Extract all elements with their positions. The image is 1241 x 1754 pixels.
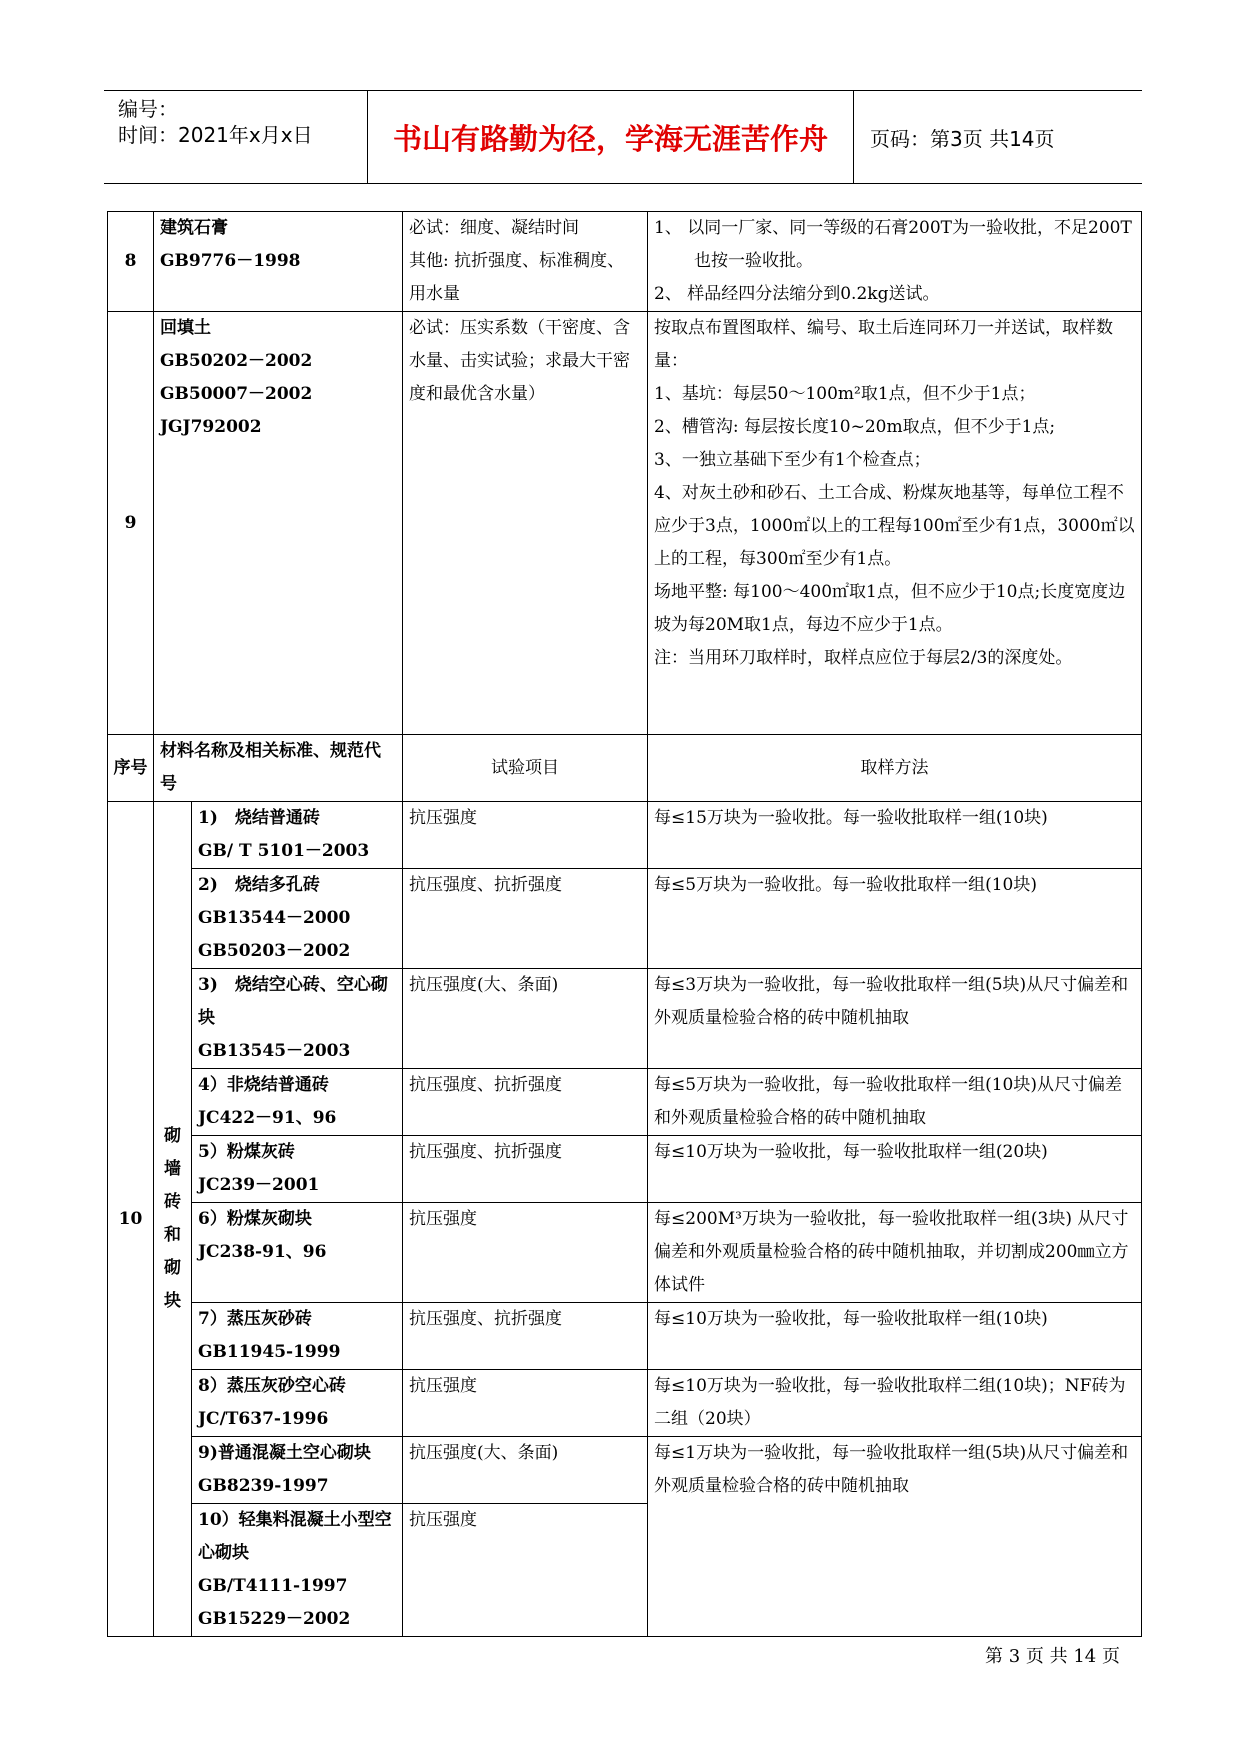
material-name-cell	[192, 969, 403, 1069]
method-line: 场地平整: 每100～400㎡取1点，但不应少于10点;长度宽度边坡为每20M取1点，每边不应少于1点。	[654, 582, 1126, 635]
material-code: JC239－2001	[198, 1175, 320, 1195]
material-name-cell	[192, 1203, 403, 1303]
table-row	[108, 802, 1142, 869]
material-name: 回填土	[160, 318, 211, 338]
material-code: GB/ T 5101－2003	[198, 841, 370, 861]
material-name-cell	[192, 1437, 403, 1504]
category-cell: 砌墙砖和砌块	[154, 802, 192, 1637]
material-code: GB50203－2002	[198, 941, 351, 961]
sampling-method: 每≤10万块为一验收批，每一验收批取样一组(20块)	[648, 1136, 1142, 1203]
material-name-cell	[192, 1069, 403, 1136]
row-number: 10	[108, 802, 154, 1637]
material-code: GB8239-1997	[198, 1476, 329, 1496]
test-item: 抗压强度	[403, 1203, 648, 1303]
document-time-label: 时间：2021年x月x日	[118, 123, 313, 147]
material-name-cell	[192, 1370, 403, 1437]
column-header-method: 取样方法	[648, 735, 1142, 802]
table-row	[108, 1370, 1142, 1437]
row-number: 9	[108, 312, 154, 735]
table-row	[108, 1437, 1142, 1504]
method-line: 按取点布置图取样、编号、取土后连同环刀一并送试，取样数量：	[654, 318, 1114, 371]
sampling-method: 每≤1万块为一验收批，每一验收批取样一组(5块)从尺寸偏差和外观质量检验合格的砖中随机抽取	[648, 1437, 1142, 1637]
test-item: 抗压强度(大、条面)	[403, 1437, 648, 1504]
table-row	[108, 1203, 1142, 1303]
material-code: GB13544－2000	[198, 908, 351, 928]
test-item: 抗压强度、抗折强度	[403, 1303, 648, 1370]
material-name-cell	[192, 1504, 403, 1637]
material-code: GB15229－2002	[198, 1609, 351, 1629]
sampling-method-cell	[648, 212, 1142, 312]
material-code: GB50007－2002	[160, 384, 313, 404]
page-footer: 第 3 页 共 14 页	[985, 1646, 1120, 1667]
header-page-number: 页码：第3页 共14页	[870, 126, 1055, 151]
test-item: 抗压强度	[403, 1504, 648, 1637]
test-items-cell	[403, 312, 648, 735]
material-code: JC/T637-1996	[198, 1409, 329, 1429]
table-row	[108, 212, 1142, 312]
material-name-cell	[192, 869, 403, 969]
method-line: 2、 样品经四分法缩分到0.2kg送试。	[654, 284, 940, 304]
test-items-cell	[403, 212, 648, 312]
sampling-method: 每≤10万块为一验收批，每一验收批取样二组(10块)；NF砖为二组（20块）	[648, 1370, 1142, 1437]
test-item: 必试：压实系数（干密度、含水量、击实试验；求最大干密度和最优含水量）	[409, 318, 631, 404]
test-item: 抗压强度	[403, 802, 648, 869]
table-header-row	[108, 735, 1142, 802]
test-item: 抗压强度(大、条面)	[403, 969, 648, 1069]
material-code: JC422－91、96	[198, 1108, 337, 1128]
header-motto: 书山有路勤为径，学海无涯苦作舟	[368, 91, 854, 183]
material-name-cell	[192, 1136, 403, 1203]
column-header-test: 试验项目	[403, 735, 648, 802]
document-number-label: 编号：	[118, 97, 178, 121]
sampling-method: 每≤5万块为一验收批，每一验收批取样一组(10块)从尺寸偏差和外观质量检验合格的砖中随机抽取	[648, 1069, 1142, 1136]
material-sampling-table	[107, 211, 1142, 1637]
test-item: 必试：细度、凝结时间	[409, 218, 580, 238]
method-line: 3、一独立基础下至少有1个检查点；	[654, 450, 931, 470]
material-name-cell	[192, 802, 403, 869]
material-name: 8）蒸压灰砂空心砖	[198, 1376, 346, 1396]
material-code: JC238-91、96	[198, 1242, 327, 1262]
material-code: JGJ792002	[160, 417, 262, 437]
material-name-cell	[154, 212, 403, 312]
material-name: 9)普通混凝土空心砌块	[198, 1443, 371, 1463]
sampling-method: 每≤10万块为一验收批，每一验收批取样一组(10块)	[648, 1303, 1142, 1370]
sampling-method: 每≤15万块为一验收批。每一验收批取样一组(10块)	[648, 802, 1142, 869]
test-item: 抗压强度、抗折强度	[403, 1069, 648, 1136]
material-code: GB/T4111-1997	[198, 1576, 348, 1596]
method-line: 注：当用环刀取样时，取样点应位于每层2/3的深度处。	[654, 648, 1073, 668]
material-name: 3) 烧结空心砖、空心砌块	[198, 975, 388, 1028]
material-code: GB50202－2002	[160, 351, 313, 371]
row-number: 8	[108, 212, 154, 312]
table-row	[108, 869, 1142, 969]
material-name-cell	[154, 312, 403, 735]
material-name: 10）轻集料混凝土小型空心砌块	[198, 1510, 392, 1563]
method-line: 1、基坑：每层50～100m²取1点，但不少于1点；	[654, 384, 1036, 404]
material-name: 建筑石膏	[160, 218, 228, 238]
method-line: 2、槽管沟: 每层按长度10~20m取点，但不少于1点;	[654, 417, 1056, 437]
material-name: 6）粉煤灰砌块	[198, 1209, 312, 1229]
test-item: 抗压强度、抗折强度	[403, 1136, 648, 1203]
material-name: 7）蒸压灰砂砖	[198, 1309, 312, 1329]
test-item: 抗压强度、抗折强度	[403, 869, 648, 969]
table-row	[108, 1136, 1142, 1203]
column-header-material: 材料名称及相关标准、规范代号	[154, 735, 403, 802]
method-line: 1、 以同一厂家、同一等级的石膏200T为一验收批，不足200T也按一验收批。	[654, 218, 1132, 271]
sampling-method: 每≤3万块为一验收批，每一验收批取样一组(5块)从尺寸偏差和外观质量检验合格的砖中随机抽取	[648, 969, 1142, 1069]
test-item: 抗压强度	[403, 1370, 648, 1437]
material-name: 2) 烧结多孔砖	[198, 875, 320, 895]
material-code: GB11945-1999	[198, 1342, 341, 1362]
material-code: GB9776－1998	[160, 251, 301, 271]
method-line: 4、对灰土砂和砂石、土工合成、粉煤灰地基等，每单位工程不应少于3点，1000㎡以上的工程每100㎡至少有1点，3000㎡以上的工程，每300㎡至少有1点。	[654, 483, 1135, 569]
header-meta	[104, 91, 368, 183]
material-name: 4）非烧结普通砖	[198, 1075, 329, 1095]
test-item: 其他: 抗折强度、标准稠度、用水量	[409, 251, 625, 304]
table-row	[108, 1069, 1142, 1136]
table-row	[108, 312, 1142, 735]
column-header-number: 序号	[108, 735, 154, 802]
material-name: 5）粉煤灰砖	[198, 1142, 295, 1162]
table-row	[108, 1303, 1142, 1370]
table-row	[108, 969, 1142, 1069]
material-code: GB13545－2003	[198, 1041, 351, 1061]
sampling-method-cell	[648, 312, 1142, 735]
material-name-cell	[192, 1303, 403, 1370]
sampling-method: 每≤5万块为一验收批。每一验收批取样一组(10块)	[648, 869, 1142, 969]
page-header	[104, 90, 1142, 184]
material-name: 1) 烧结普通砖	[198, 808, 320, 828]
sampling-method: 每≤200M³万块为一验收批，每一验收批取样一组(3块) 从尺寸偏差和外观质量检验合格的砖中随机抽取，并切割成200㎜立方体试件	[648, 1203, 1142, 1303]
